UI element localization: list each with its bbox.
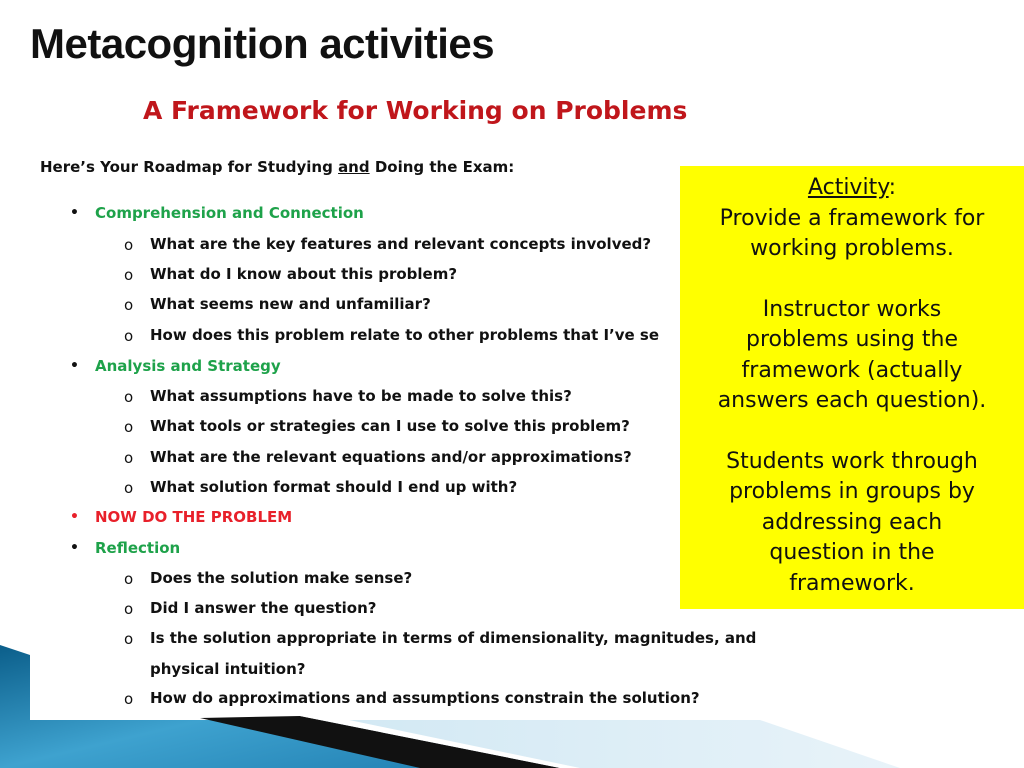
list-item: What seems new and unfamiliar? [150,295,431,313]
sub-marker: o [124,449,134,467]
bullet-marker: • [70,205,79,221]
sub-marker: o [124,266,134,284]
callout-line: Students work through [726,448,978,474]
list-item: How does this problem relate to other problems that I’ve se [150,326,660,344]
section-heading-analysis: Analysis and Strategy [95,357,281,375]
callout-line: Provide a framework for [719,205,985,231]
callout-line: framework. [789,570,915,596]
sub-marker: o [124,690,134,708]
slide-title: Metacognition activities [30,20,495,67]
activity-heading-colon: : [888,175,897,200]
list-item: Does the solution make sense? [150,569,413,587]
decorative-wave [0,600,1024,768]
callout-line: Instructor works [762,296,942,322]
roadmap-prefix: Here’s Your Roadmap for Studying [40,158,339,176]
bullet-marker: • [70,540,79,556]
callout-line: problems in groups by [729,479,975,504]
callout-spacer [680,265,1024,295]
list-item: What are the relevant equations and/or approximations? [150,448,632,466]
section-heading-now-do: NOW DO THE PROBLEM [95,508,293,526]
callout-spacer [680,417,1024,447]
sub-marker: o [124,479,134,497]
section-heading-reflection: Reflection [95,539,181,557]
bullet-marker: • [70,358,79,374]
list-item: What do I know about this problem? [150,265,458,283]
list-item: What are the key features and relevant concepts involved? [150,235,652,253]
list-item-continuation: physical intuition? [150,660,306,678]
sub-marker: o [124,296,134,314]
activity-heading: Activity [807,175,889,200]
callout-line: working problems. [750,236,954,261]
list-item: How do approximations and assumptions constrain the solution? [150,689,700,707]
list-item: What assumptions have to be made to solve this? [150,387,572,405]
document-title: A Framework for Working on Problems [143,96,688,125]
section-heading-comprehension: Comprehension and Connection [95,204,364,222]
callout-line: question in the [769,540,935,565]
activity-heading-line [680,173,1024,204]
sub-marker: o [124,236,134,254]
sub-marker: o [124,327,134,345]
callout-line: framework (actually [741,357,963,383]
list-item: Did I answer the question? [150,599,377,617]
list-item: Is the solution appropriate in terms of dimensionality, magnitudes, and [150,629,757,647]
activity-callout [680,166,1024,609]
roadmap-heading [40,158,514,176]
sub-marker: o [124,570,134,588]
sub-marker: o [124,600,134,618]
roadmap-suffix: Doing the Exam: [369,158,515,176]
sub-marker: o [124,418,134,436]
sub-marker: o [124,388,134,406]
bullet-marker: • [70,509,79,525]
callout-line: answers each question). [717,388,987,413]
list-item: What tools or strategies can I use to solve this problem? [150,417,630,435]
sub-marker: o [124,630,134,648]
callout-line: problems using the [745,327,958,352]
list-item: What solution format should I end up with? [150,478,518,496]
callout-line: addressing each [761,509,943,535]
roadmap-and: and [338,158,370,176]
